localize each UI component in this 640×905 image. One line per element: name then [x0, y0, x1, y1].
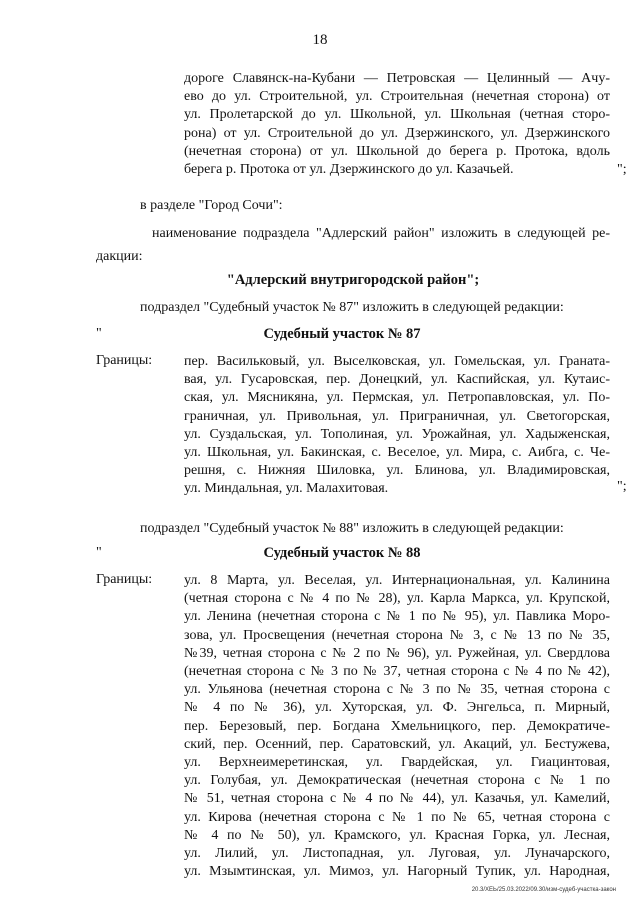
border-line: ский, пер. Осенний, пер. Саратовский, ул. Акаций, ул. Бестужева, — [184, 736, 610, 752]
border-line: пер. Березовый, пер. Богдана Хмельницкого, пер. Демократиче- — [184, 718, 610, 734]
border-line: ул. Голубая, ул. Демократическая (нечетная сторона с № 1 по — [184, 773, 610, 789]
border-line: №39, четная сторона с № 2 по № 96), ул. Ружейная, ул. Свердлова — [184, 645, 610, 661]
border-line: (четная сторона с № 4 по № 28), ул. Карла Маркса, ул. Крупской, — [184, 591, 610, 607]
intro-paragraph — [184, 70, 610, 179]
section-line: в разделе "Город Сочи": — [140, 198, 283, 213]
border-line: № 4 по № 50), ул. Крамского, ул. Красная Горка, ул. Лесная, — [184, 827, 610, 843]
borders-label-88: Границы: — [96, 572, 153, 587]
page-number: 18 — [312, 32, 328, 48]
subsection-87-title: Судебный участок № 87 — [263, 326, 421, 342]
subsection-88-borders — [184, 572, 610, 881]
subsection-87-open-quote: " — [96, 326, 102, 341]
rename-line: наименование подраздела "Адлерский район" изложить в следующей ре- — [152, 226, 610, 241]
border-line: зова, ул. Просвещения (нечетная сторона № 3, с № 13 по № 35, — [184, 627, 610, 643]
subsection-88-intro: подраздел "Судебный участок № 88" изложить в следующей редакции: — [140, 521, 564, 536]
intro-line: рона) от ул. Строительной до ул. Дзержинского, ул. Дзержинского — [184, 125, 610, 141]
rename-paragraph — [96, 224, 610, 266]
border-line: (нечетная сторона с № 3 по № 37, четная сторона с № 4 по № 42), — [184, 664, 610, 680]
border-line: ул. Суздальская, ул. Тополиная, ул. Урожайная, ул. Хадыженская, — [184, 426, 610, 442]
border-line: вая, ул. Гусаровская, пер. Донецкий, ул. Каспийская, ул. Кутаис- — [184, 372, 610, 388]
subsection-87-intro: подраздел "Судебный участок № 87" изложить в следующей редакции: — [140, 300, 564, 315]
border-line: ул. Ленина (нечетная сторона с № 1 по № 95), ул. Павлика Моро- — [184, 609, 610, 625]
border-line: ул. 8 Марта, ул. Веселая, ул. Интернациональная, ул. Калинина — [184, 573, 610, 588]
border-line: ул. Кирова (нечетная сторона с № 1 по № 65, четная сторона с — [184, 809, 610, 825]
border-line: ул. Миндальная, ул. Малахитовая. — [184, 481, 389, 497]
subsection-88-open-quote: " — [96, 545, 102, 560]
intro-closing-quote: "; — [617, 162, 627, 177]
subsection-87-closing-quote: "; — [617, 479, 627, 494]
border-line: ул. Школьная, ул. Бакинская, с. Веселое, ул. Мира, с. Аибга, с. Че- — [184, 445, 610, 461]
border-line: ул. Ульянова (нечетная сторона с № 3 по № 35, четная сторона с — [184, 682, 610, 698]
document-footer-code: 20.3/ХЕЬ/25.03.2022/09.30/изм-судеб-участка-закон — [471, 887, 616, 893]
subsection-88-title: Судебный участок № 88 — [263, 545, 421, 561]
intro-line: дороге Славянск-на-Кубани — Петровская — Целинный — Ачу- — [184, 71, 610, 86]
border-line: граничная, ул. Привольная, ул. Приграничная, ул. Светогорская, — [184, 408, 610, 424]
border-line: ская, ул. Мясникяна, ул. Пермская, ул. Петропавловская, ул. По- — [184, 390, 610, 406]
border-line: ул. Верхнеимеретинская, ул. Гвардейская, ул. Гиацинтовая, — [184, 755, 610, 771]
subsection-87-borders — [184, 353, 610, 499]
intro-line: берега р. Протока от ул. Дзержинского до ул. Казачьей. — [184, 162, 514, 178]
border-line: решня, с. Нижняя Шиловка, ул. Блинова, ул. Владимировская, — [184, 463, 610, 479]
intro-line: (нечетная сторона) от ул. Школьной до берега р. Протока, вдоль — [184, 143, 610, 159]
border-line: пер. Васильковый, ул. Выселковская, ул. Гомельская, ул. Граната- — [184, 354, 610, 369]
rename-line: дакции: — [96, 249, 143, 264]
border-line: № 51, четная сторона с № 4 по № 44), ул. Казачья, ул. Камелий, — [184, 791, 610, 807]
border-line: ул. Мзымтинская, ул. Мимоз, ул. Нагорный Тупик, ул. Народная, — [184, 864, 610, 880]
intro-line: ул. Пролетарской до ул. Школьной, ул. Школьная (четная сторо- — [184, 107, 610, 123]
district-title: "Адлерский внутригородской район"; — [226, 272, 480, 288]
border-line: ул. Лилий, ул. Листопадная, ул. Луговая, ул. Луначарского, — [184, 846, 610, 862]
intro-line: ево до ул. Строительной, ул. Строительная (нечетная сторона) от — [184, 89, 610, 105]
border-line: № 4 по № 36), ул. Хуторская, ул. Ф. Энгельса, п. Мирный, — [184, 700, 610, 716]
borders-label-87: Границы: — [96, 353, 153, 368]
